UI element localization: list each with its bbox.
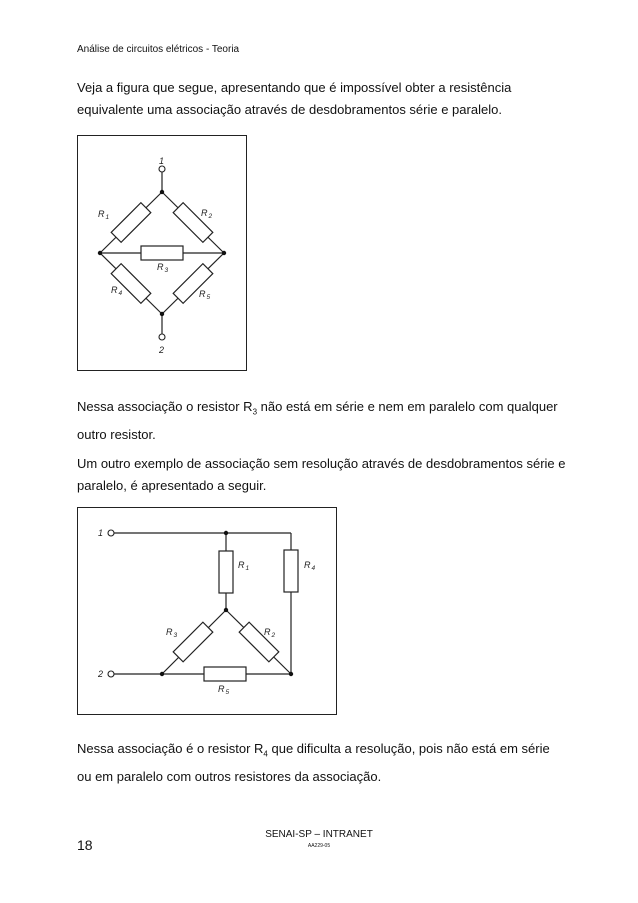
r4-label: $R_4$ — [111, 285, 123, 297]
footer-org: SENAI-SP – INTRANET — [265, 829, 373, 840]
terminal-2 — [108, 671, 114, 677]
terminal-1-label: 1 — [98, 528, 104, 538]
terminal-2-label: 2 — [98, 669, 104, 679]
node-right — [222, 251, 226, 255]
r1-label: $R_1$ — [238, 560, 250, 572]
r4-paragraph: Nessa associação é o resistor $R_4$ que dificulta a resolução, pois não está em série ou em paralelo com outros resistores da associação. — [77, 741, 550, 784]
resistor-r4 — [111, 264, 151, 304]
second-circuit-figure — [77, 507, 337, 715]
page-number: 18 — [77, 837, 93, 853]
r3-label: $R_3$ — [157, 262, 169, 274]
resistor-r2 — [239, 622, 279, 662]
bridge-circuit-diagram — [78, 136, 246, 370]
r3-label: $R_3$ — [166, 627, 178, 639]
node-bottom — [160, 312, 164, 316]
resistor-r3 — [141, 246, 183, 260]
terminal-1 — [108, 530, 114, 536]
r1-label: $R_1$ — [98, 209, 110, 221]
terminal-1 — [159, 166, 165, 172]
node-left — [98, 251, 102, 255]
resistor-r4 — [284, 550, 298, 592]
r2-label: $R_2$ — [201, 208, 213, 220]
node-bottom-right — [289, 672, 293, 676]
intro-paragraph: Veja a figura que segue, apresentando que é impossível obter a resistência equivalente uma associação através de desdobramentos série e paralelo. — [77, 80, 512, 117]
running-header: Análise de circuitos elétricos - Teoria — [77, 44, 240, 55]
resistor-r5 — [204, 667, 246, 681]
r2-label: $R_2$ — [264, 627, 276, 639]
r4-label: $R_4$ — [304, 560, 316, 572]
resistor-r1 — [111, 203, 151, 243]
terminal-2 — [159, 334, 165, 340]
terminal-2-label: 2 — [159, 345, 165, 355]
r5-label: $R_5$ — [199, 289, 211, 301]
node-bottom-left — [160, 672, 164, 676]
terminal-1-label: 1 — [159, 156, 165, 166]
resistor-r3 — [173, 622, 213, 662]
footer-code: AA229-05 — [307, 843, 331, 849]
resistor-r1 — [219, 551, 233, 593]
second-circuit-diagram — [78, 508, 336, 714]
node-middle — [224, 608, 228, 612]
node-top — [160, 190, 164, 194]
r3-paragraph: Nessa associação o resistor $R_3$ não está em série e nem em paralelo com qualquer outro resistor. — [77, 399, 558, 442]
second-example-paragraph: Um outro exemplo de associação sem resolução através de desdobramentos série e paralelo, é apresentado a seguir. — [77, 456, 566, 493]
bridge-circuit-figure — [77, 135, 247, 371]
r5-label: $R_5$ — [218, 684, 230, 696]
node-top — [224, 531, 228, 535]
